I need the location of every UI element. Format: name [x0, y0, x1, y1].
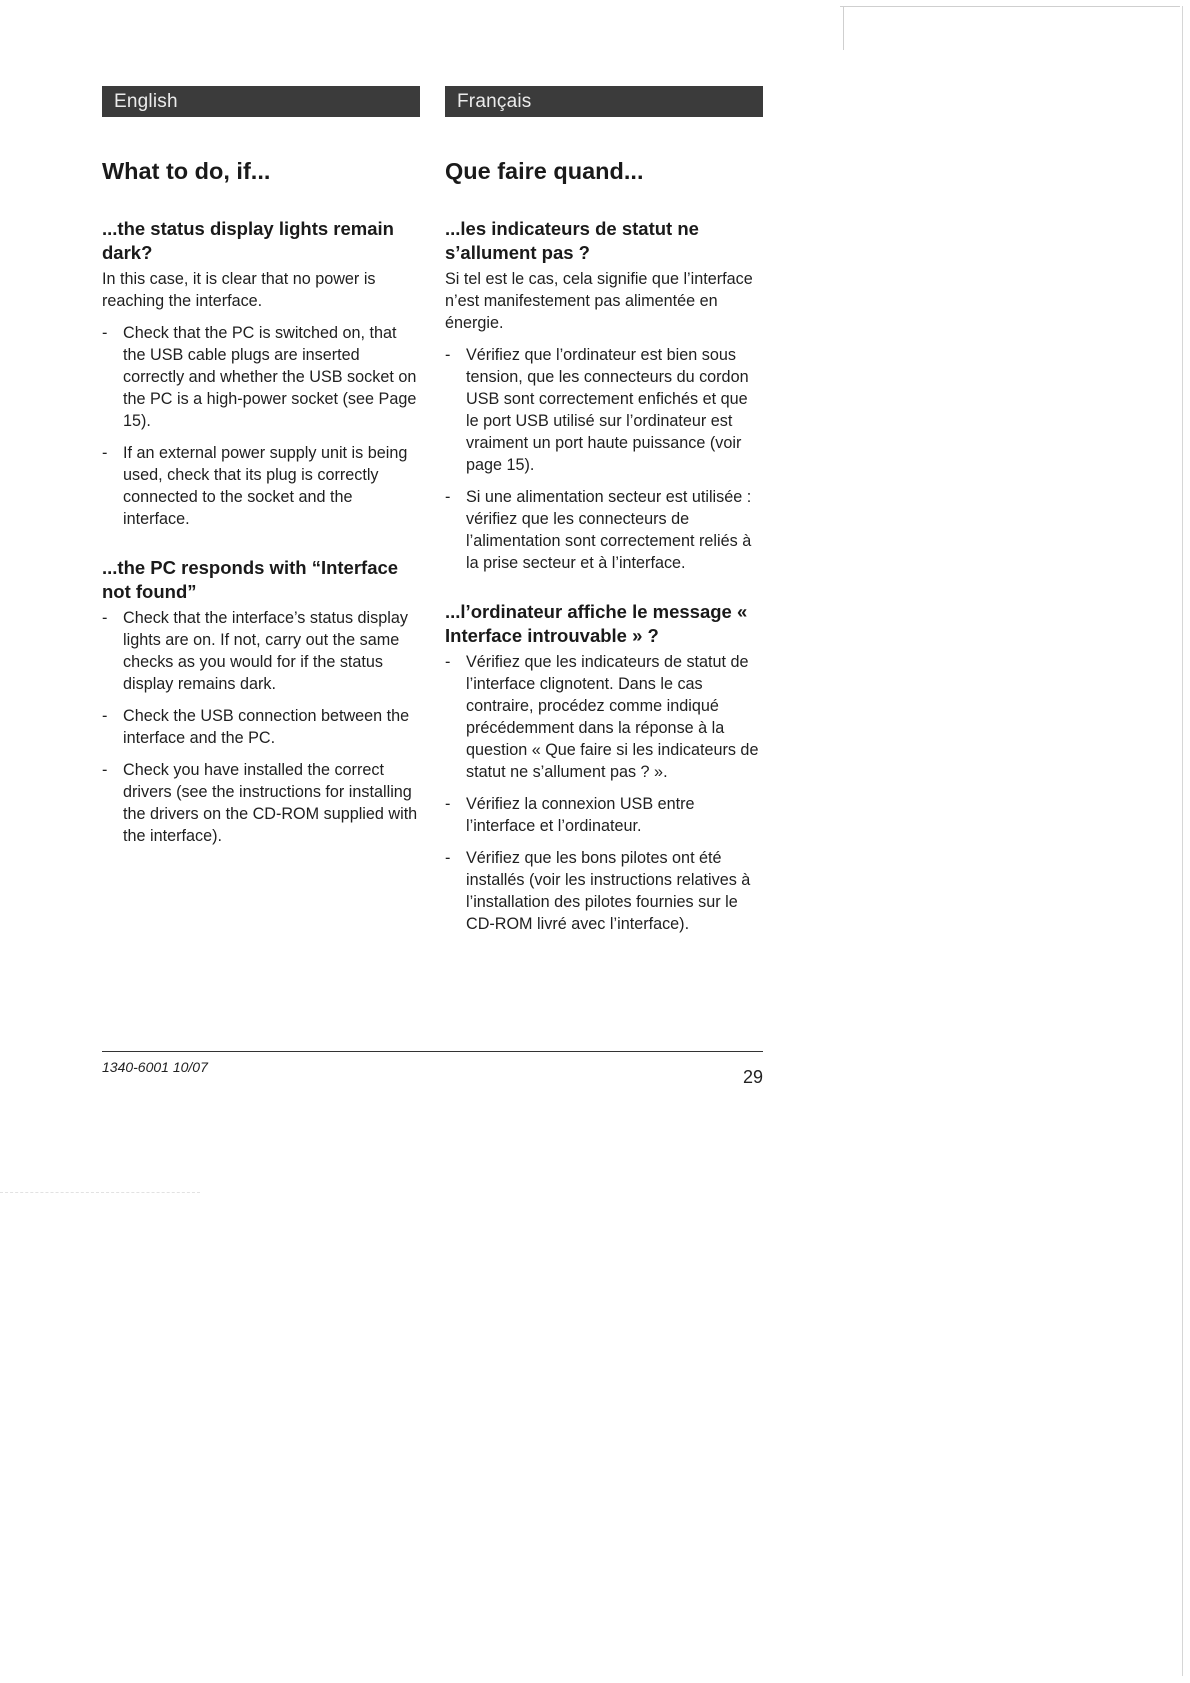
section-intro: In this case, it is clear that no power is reaching the interface.	[102, 270, 376, 310]
list-item	[102, 759, 420, 847]
list-item-text: If an external power supply unit is being used, check that its plug is correctly connected to the socket and the interface.	[123, 444, 408, 528]
bullet-dash: -	[102, 444, 108, 462]
page-number: 29	[742, 1067, 763, 1087]
bullet-dash: -	[445, 653, 451, 671]
list-item-text: Check that the PC is switched on, that the USB cable plugs are inserted correctly and whether the USB socket on the PC is a high-power socket (see Page 15).	[123, 324, 417, 430]
language-label-french: Français	[445, 86, 763, 117]
language-label-english: English	[102, 86, 420, 117]
list-item	[102, 607, 420, 695]
list-item-text: Vérifiez que l’ordinateur est bien sous tension, que les connecteurs du cordon USB sont correctement enfichés et que le port USB utilisé sur l’ordinateur est vraiment un port haute puissance (voir page 15).	[466, 346, 749, 474]
section-status-dark-fr	[445, 217, 763, 574]
bullet-dash: -	[445, 488, 451, 506]
list-item-text: Vérifiez que les bons pilotes ont été installés (voir les instructions relatives à l’installation des pilotes fournies sur le CD-ROM livré avec l’interface).	[466, 849, 751, 933]
bullet-list	[445, 651, 763, 935]
list-item-text: Vérifiez que les indicateurs de statut de l’interface clignotent. Dans le cas contraire, procédez comme indiqué précédemment dans la réponse à la question « Que faire si les indicateurs de statut ne s’allument pas ? ».	[466, 653, 759, 781]
section-heading: ...the status display lights remain dark?	[102, 218, 394, 263]
scan-edge-line	[843, 6, 844, 50]
list-item	[445, 486, 763, 574]
bullet-list	[102, 322, 420, 530]
bullet-list	[102, 607, 420, 847]
list-item-text: Si une alimentation secteur est utilisée : vérifiez que les connecteurs de l’alimentation sont correctement reliés à la prise secteur et à l’interface.	[466, 488, 752, 572]
scan-edge-line	[840, 6, 1180, 7]
list-item	[102, 705, 420, 749]
page-title-french: Que faire quand...	[445, 158, 644, 184]
document-code: 1340-6001 10/07	[102, 1059, 208, 1075]
list-item	[445, 847, 763, 935]
french-column	[445, 86, 763, 935]
list-item	[445, 344, 763, 476]
bullet-dash: -	[445, 849, 451, 867]
scan-fold-line	[0, 1192, 200, 1193]
bullet-dash: -	[445, 346, 451, 364]
section-interface-not-found-fr	[445, 600, 763, 935]
bullet-dash: -	[102, 609, 108, 627]
section-heading: ...the PC responds with “Interface not found”	[102, 557, 399, 602]
list-item	[445, 793, 763, 837]
english-column	[102, 86, 420, 847]
bullet-dash: -	[102, 707, 108, 725]
scan-edge-line	[1182, 6, 1183, 1676]
bullet-list	[445, 344, 763, 574]
bullet-dash: -	[445, 795, 451, 813]
list-item-text: Check that the interface’s status display lights are on. If not, carry out the same checks as you would for if the status display remains dark.	[123, 609, 408, 693]
footer-divider	[102, 1051, 763, 1052]
list-item-text: Check you have installed the correct drivers (see the instructions for installing the drivers on the CD-ROM supplied with the interface).	[123, 761, 418, 845]
list-item	[445, 651, 763, 783]
section-status-dark-en	[102, 217, 420, 530]
section-intro: Si tel est le cas, cela signifie que l’interface n’est manifestement pas alimentée en énergie.	[445, 270, 753, 332]
section-heading: ...l’ordinateur affiche le message « Interface introuvable » ?	[445, 601, 748, 646]
list-item-text: Check the USB connection between the interface and the PC.	[123, 707, 410, 747]
list-item	[102, 442, 420, 530]
page-title-english: What to do, if...	[102, 158, 271, 184]
section-heading: ...les indicateurs de statut ne s’allument pas ?	[445, 218, 699, 263]
bullet-dash: -	[102, 324, 108, 342]
list-item	[102, 322, 420, 432]
bullet-dash: -	[102, 761, 108, 779]
section-interface-not-found-en	[102, 556, 420, 847]
list-item-text: Vérifiez la connexion USB entre l’interface et l’ordinateur.	[466, 795, 695, 835]
